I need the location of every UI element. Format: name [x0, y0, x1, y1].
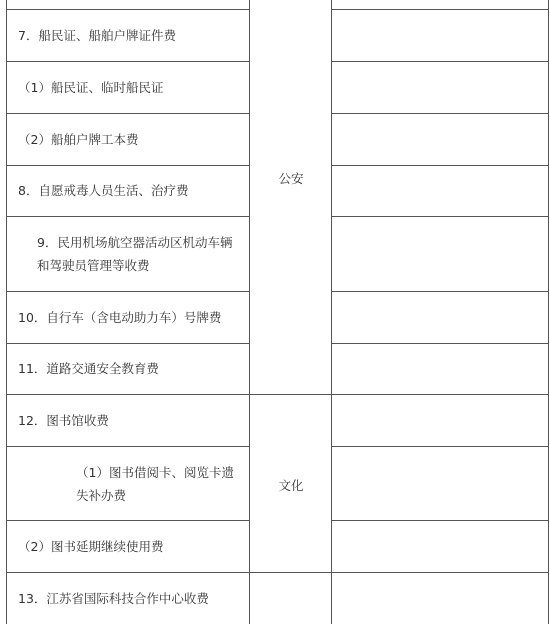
fee-item-cell: 13．江苏省国际科技合作中心收费 [18, 591, 209, 606]
row-divider [6, 572, 249, 573]
table-border-right [548, 0, 549, 624]
row-divider [331, 216, 549, 217]
row-divider [331, 291, 549, 292]
row-divider [6, 446, 249, 447]
fee-item-cell: （1）船民证、临时船民证 [18, 80, 164, 95]
row-divider [6, 394, 249, 395]
row-divider [6, 61, 249, 62]
fee-item-cell: （2）船舶户牌工本费 [18, 132, 139, 147]
fee-item-cell: 8．自愿戒毒人员生活、治疗费 [18, 183, 189, 198]
table-border-left [6, 0, 7, 624]
column-divider-1 [249, 0, 250, 624]
row-divider [6, 165, 249, 166]
fee-item-cell: 7．船民证、船舶户牌证件费 [18, 28, 176, 43]
row-divider [331, 520, 549, 521]
row-divider [331, 113, 549, 114]
row-divider [331, 165, 549, 166]
row-divider [6, 343, 249, 344]
row-divider [6, 216, 249, 217]
fee-item-cell: （2）图书延期继续使用费 [18, 539, 164, 554]
fee-item-cell: 11．道路交通安全教育费 [18, 361, 159, 376]
row-divider [331, 446, 549, 447]
fee-item-cell: 10．自行车（含电动助力车）号牌费 [18, 310, 222, 325]
row-divider [6, 9, 249, 10]
row-divider [331, 394, 549, 395]
fee-item-cell: 9．民用机场航空器活动区机动车辆和驾驶员管理等收费 [37, 235, 233, 273]
row-divider [331, 61, 549, 62]
department-cell: 公安 [278, 171, 304, 186]
dept-divider [249, 572, 331, 573]
row-divider [331, 572, 549, 573]
column-divider-2 [331, 0, 332, 624]
fee-item-cell: （1）图书借阅卡、阅览卡遗失补办费 [76, 465, 234, 503]
row-divider [6, 291, 249, 292]
row-divider [6, 520, 249, 521]
row-divider [331, 9, 549, 10]
fee-item-cell: 12．图书馆收费 [18, 413, 109, 428]
row-divider [6, 113, 249, 114]
row-divider [331, 343, 549, 344]
department-cell: 文化 [278, 478, 304, 493]
dept-divider [249, 394, 331, 395]
